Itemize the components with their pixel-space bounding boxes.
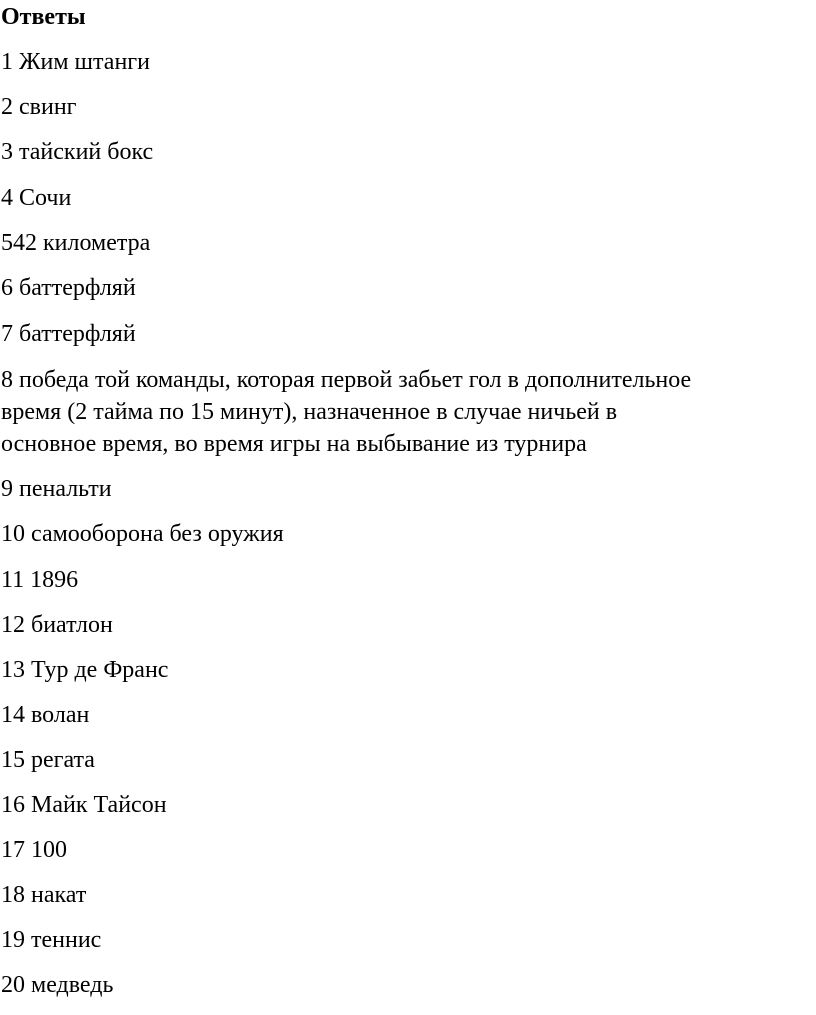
answer-line: время (2 тайма по 15 минут), назначенное в случае ничьей в	[1, 399, 618, 425]
answer-item: 16 Майк Тайсон	[1, 792, 167, 818]
answer-item: 14 волан	[1, 702, 90, 728]
answer-line: 8 победа той команды, которая первой забьет гол в дополнительное	[1, 367, 692, 393]
answer-line: основное время, во время игры на выбывание из турнира	[1, 431, 587, 457]
answer-item: 12 биатлон	[1, 612, 113, 638]
answer-item: 9 пенальти	[1, 476, 112, 502]
answer-item: 4 Сочи	[1, 185, 72, 211]
answer-item-multiline	[1, 364, 813, 460]
answer-item: 18 накат	[1, 882, 87, 908]
answer-item: 6 баттерфляй	[1, 275, 136, 301]
answer-item: 10 самооборона без оружия	[1, 521, 284, 547]
answer-item: 17 100	[1, 837, 67, 863]
answer-item: 20 медведь	[1, 972, 114, 998]
answer-item: 19 теннис	[1, 927, 102, 953]
answer-item: 1 Жим штанги	[1, 49, 150, 75]
answer-item: 7 баттерфляй	[1, 321, 136, 347]
answer-item: 13 Тур де Франс	[1, 657, 169, 683]
answer-item: 3 тайский бокс	[1, 139, 154, 165]
answer-item: 542 километра	[1, 230, 151, 256]
answer-item: 15 регата	[1, 747, 95, 773]
answer-item: 2 свинг	[1, 94, 77, 120]
answer-item: 11 1896	[1, 567, 79, 593]
page-title: Ответы	[1, 4, 86, 30]
